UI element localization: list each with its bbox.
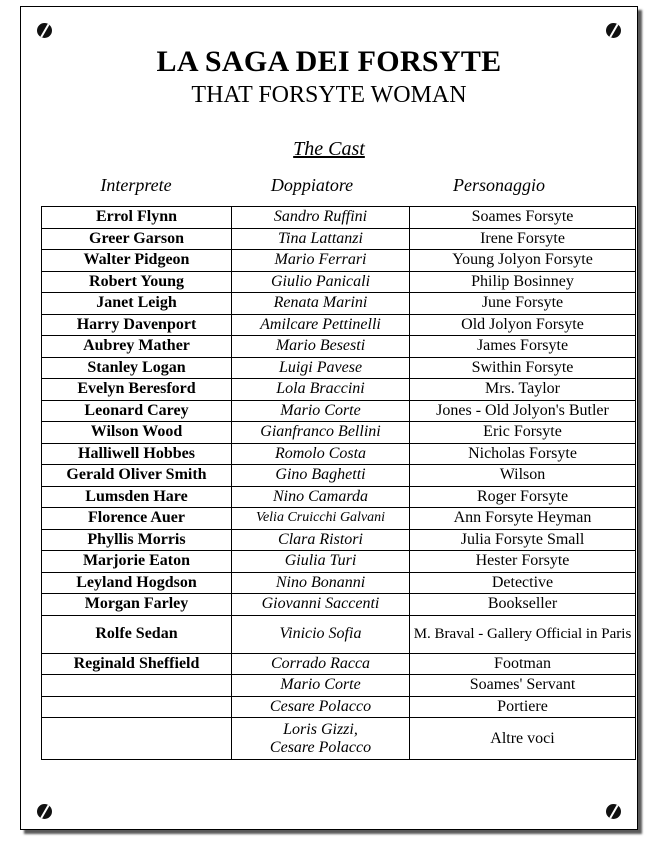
dubber-cell: Giulio Panicali — [232, 271, 410, 293]
screw-icon — [606, 23, 621, 38]
actor-cell: Halliwell Hobbes — [42, 443, 232, 465]
actor-cell: Leonard Carey — [42, 400, 232, 422]
table-row — [42, 572, 636, 594]
role-cell: Portiere — [410, 696, 636, 718]
role-cell: Philip Bosinney — [410, 271, 636, 293]
actor-cell — [42, 675, 232, 697]
role-cell: Bookseller — [410, 594, 636, 616]
role-cell: Young Jolyon Forsyte — [410, 250, 636, 272]
role-cell: Footman — [410, 653, 636, 675]
dubber-cell: Giulia Turi — [232, 551, 410, 573]
table-row — [42, 379, 636, 401]
table-row — [42, 465, 636, 487]
table-row — [42, 228, 636, 250]
dubber-cell: Mario Ferrari — [232, 250, 410, 272]
dubber-cell: Giovanni Saccenti — [232, 594, 410, 616]
table-row — [42, 508, 636, 530]
actor-cell: Reginald Sheffield — [42, 653, 232, 675]
dubber-cell: Mario Besesti — [232, 336, 410, 358]
actor-cell: Evelyn Beresford — [42, 379, 232, 401]
dubber-cell: Clara Ristori — [232, 529, 410, 551]
table-row — [42, 443, 636, 465]
actor-cell: Wilson Wood — [42, 422, 232, 444]
role-cell: Julia Forsyte Small — [410, 529, 636, 551]
role-cell: Soames' Servant — [410, 675, 636, 697]
actor-cell: Phyllis Morris — [42, 529, 232, 551]
actor-cell: Rolfe Sedan — [42, 615, 232, 653]
actor-cell: Stanley Logan — [42, 357, 232, 379]
dubber-cell: Cesare Polacco — [232, 696, 410, 718]
actor-cell — [42, 718, 232, 760]
dubber-cell: Lola Braccini — [232, 379, 410, 401]
actor-cell: Robert Young — [42, 271, 232, 293]
actor-cell — [42, 696, 232, 718]
cast-table — [41, 206, 636, 760]
table-row — [42, 271, 636, 293]
column-header-actor: Interprete — [100, 175, 172, 195]
table-row — [42, 207, 636, 229]
dubber-cell: Vinicio Sofia — [232, 615, 410, 653]
dubber-cell: Amilcare Pettinelli — [232, 314, 410, 336]
dubber-cell: Gianfranco Bellini — [232, 422, 410, 444]
actor-cell: Gerald Oliver Smith — [42, 465, 232, 487]
actor-cell: Florence Auer — [42, 508, 232, 530]
dubber-cell: Nino Camarda — [232, 486, 410, 508]
actor-cell: Marjorie Eaton — [42, 551, 232, 573]
page-title: LA SAGA DEI FORSYTE — [156, 45, 502, 78]
role-cell: Wilson — [410, 465, 636, 487]
role-cell: Eric Forsyte — [410, 422, 636, 444]
dubber-cell: Tina Lattanzi — [232, 228, 410, 250]
actor-cell: Aubrey Mather — [42, 336, 232, 358]
table-row — [42, 293, 636, 315]
role-cell: Soames Forsyte — [410, 207, 636, 229]
table-row — [42, 250, 636, 272]
role-cell: Swithin Forsyte — [410, 357, 636, 379]
role-cell: Mrs. Taylor — [410, 379, 636, 401]
dubber-cell: Sandro Ruffini — [232, 207, 410, 229]
role-cell: M. Braval - Gallery Official in Paris — [410, 615, 636, 653]
table-row — [42, 529, 636, 551]
table-row — [42, 357, 636, 379]
table-row — [42, 551, 636, 573]
table-row — [42, 314, 636, 336]
table-row — [42, 486, 636, 508]
table-row — [42, 653, 636, 675]
table-row — [42, 400, 636, 422]
actor-cell: Leyland Hogdson — [42, 572, 232, 594]
dubber-cell — [232, 718, 410, 760]
screw-icon — [606, 804, 621, 819]
role-cell: James Forsyte — [410, 336, 636, 358]
table-row — [42, 615, 636, 653]
role-cell: Hester Forsyte — [410, 551, 636, 573]
role-cell: Irene Forsyte — [410, 228, 636, 250]
role-cell: Jones - Old Jolyon's Butler — [410, 400, 636, 422]
role-cell: Nicholas Forsyte — [410, 443, 636, 465]
dubber-cell: Velia Cruicchi Galvani — [232, 508, 410, 530]
dubber-cell: Gino Baghetti — [232, 465, 410, 487]
dubber-line: Loris Gizzi, — [283, 720, 358, 738]
role-cell: Detective — [410, 572, 636, 594]
actor-cell: Harry Davenport — [42, 314, 232, 336]
cast-sheet — [20, 6, 638, 830]
actor-cell: Janet Leigh — [42, 293, 232, 315]
table-row — [42, 594, 636, 616]
table-row — [42, 675, 636, 697]
section-heading: The Cast — [293, 138, 365, 160]
dubber-cell: Luigi Pavese — [232, 357, 410, 379]
actor-cell: Lumsden Hare — [42, 486, 232, 508]
table-row — [42, 718, 636, 760]
actor-cell: Morgan Farley — [42, 594, 232, 616]
role-cell: June Forsyte — [410, 293, 636, 315]
dubber-cell: Mario Corte — [232, 675, 410, 697]
screw-icon — [37, 23, 52, 38]
column-header-role: Personaggio — [453, 175, 545, 195]
dubber-cell: Corrado Racca — [232, 653, 410, 675]
dubber-cell: Nino Bonanni — [232, 572, 410, 594]
table-row — [42, 336, 636, 358]
dubber-cell: Mario Corte — [232, 400, 410, 422]
table-row — [42, 422, 636, 444]
actor-cell: Walter Pidgeon — [42, 250, 232, 272]
role-cell: Old Jolyon Forsyte — [410, 314, 636, 336]
page-subtitle: THAT FORSYTE WOMAN — [191, 82, 467, 108]
dubber-cell: Romolo Costa — [232, 443, 410, 465]
role-cell: Altre voci — [410, 718, 636, 760]
column-header-dubber: Doppiatore — [270, 175, 354, 195]
actor-cell: Errol Flynn — [42, 207, 232, 229]
table-row — [42, 696, 636, 718]
dubber-cell: Renata Marini — [232, 293, 410, 315]
screw-icon — [37, 804, 52, 819]
role-cell: Roger Forsyte — [410, 486, 636, 508]
role-cell: Ann Forsyte Heyman — [410, 508, 636, 530]
actor-cell: Greer Garson — [42, 228, 232, 250]
dubber-line: Cesare Polacco — [269, 738, 372, 756]
